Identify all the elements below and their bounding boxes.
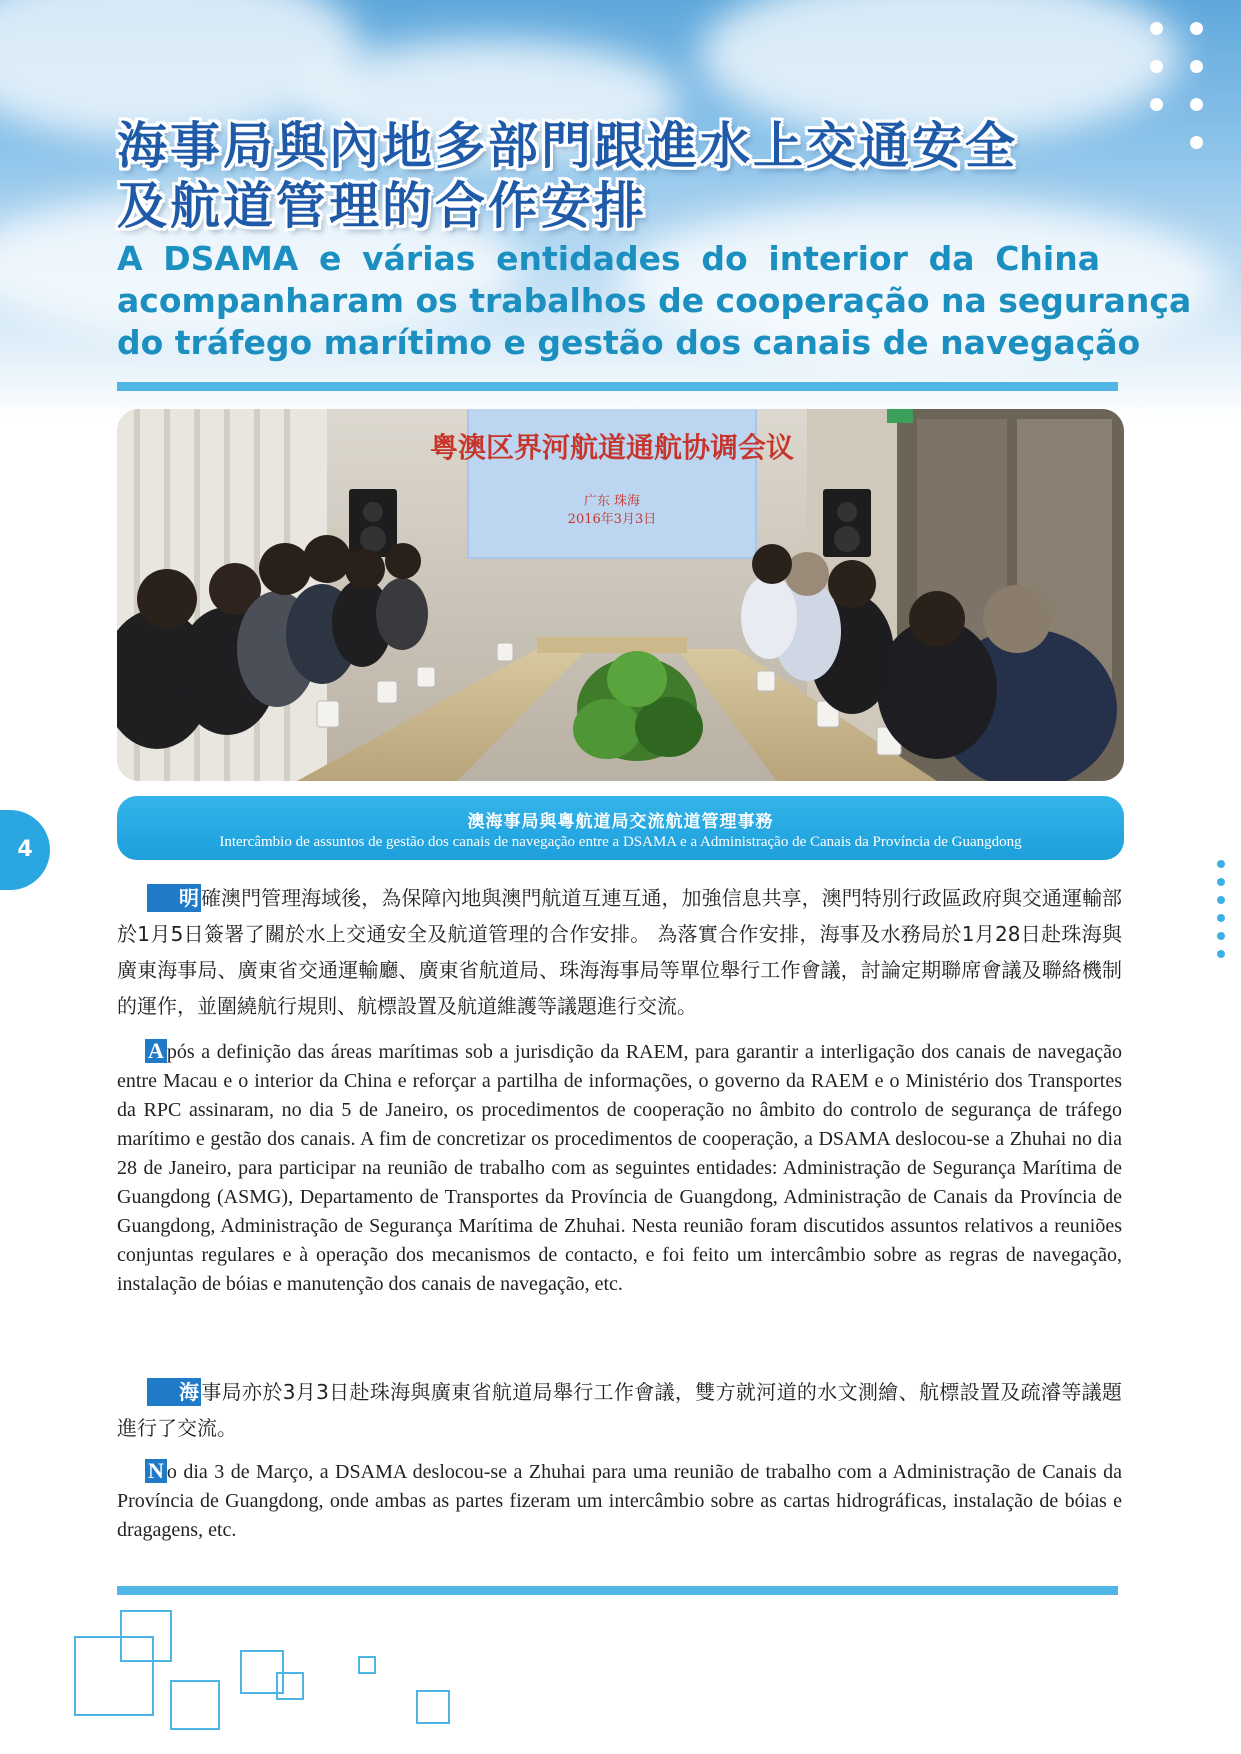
screen-subtitle-1: 广东 珠海: [583, 494, 641, 509]
dropcap-2-pt: N: [145, 1459, 167, 1483]
paragraph-2-zh-text: 事局亦於3月3日赴珠海與廣東省航道局舉行工作會議，雙方就河道的水文測繪、航標設置及疏濬等議題進行了交流。: [117, 1380, 1122, 1440]
title-divider: [117, 382, 1118, 391]
dropcap-1-zh: 明: [147, 884, 201, 912]
bottom-divider: [117, 1586, 1118, 1595]
paragraph-2-pt-text: o dia 3 de Março, a DSAMA deslocou-se a Zhuhai para uma reunião de trabalho com a Administração de Canais da Província de Guangdong, onde ambas as partes fizeram um intercâmbio sobre as cartas hidrográficas, instalação de bóias e dragagens, etc.: [117, 1461, 1122, 1541]
title-zh-line-2: 及航道管理的合作安排: [117, 177, 647, 235]
screen-title: 粤澳区界河航道通航协调会议: [429, 431, 795, 464]
dropcap-2-zh: 海: [147, 1378, 201, 1406]
screen-subtitle-2: 2016年3月3日: [567, 512, 657, 527]
paragraph-2-zh: [117, 1374, 1122, 1446]
paragraph-1-zh-text: 確澳門管理海域後，為保障內地與澳門航道互連互通，加強信息共享，澳門特別行政區政府與交通運輸部於1月5日簽署了關於水上交通安全及航道管理的合作安排。 為落實合作安排，海事及水務局於1月28日赴珠海與廣東海事局、廣東省交通運輸廳、廣東省航道局、珠海海事局等單位舉行工作會議，討論定期聯席會議及聯絡機制的運作，並圍繞航行規則、航標設置及航道維護等議題進行交流。: [117, 886, 1122, 1018]
dropcap-1-pt: A: [145, 1039, 167, 1063]
paragraph-1-pt: [117, 1038, 1122, 1299]
caption-zh: 澳海事局與粵航道局交流航道管理事務: [467, 812, 774, 832]
photo-caption: [117, 796, 1124, 860]
paragraph-1-pt-text: pós a definição das áreas marítimas sob a jurisdição da RAEM, para garantir a interligação dos canais de navegação entre Macau e o interior da China e reforçar a partilha de informações, o governo da RAEM e o Ministério dos Transportes da RPC assinaram, no dia 5 de Janeiro, os procedimentos de cooperação no âmbito do controlo de segurança de tráfego marítimo e gestão dos canais. A fim de concretizar os procedimentos de cooperação, a DSAMA deslocou-se a Zhuhai no dia 28 de Janeiro, para participar na reunião de trabalho com as seguintes entidades: Administração de Segurança Marítima de Guangdong (ASMG), Departamento de Transportes da Província de Guangdong, Administração de Canais da Província de Guangdong, Administração de Segurança Marítima de Zhuhai. Nesta reunião foram discutidos assuntos relativos a reuniões conjuntas regulares e à operação dos mecanismos de contacto, e foi feito um intercâmbio sobre as regras de navegação, instalação de bóias e manutenção dos canais de navegação, etc.: [117, 1041, 1122, 1295]
title-pt-line-3: do tráfego marítimo e gestão dos canais de navegação: [117, 323, 1141, 362]
title-zh-line-1: 海事局與內地多部門跟進水上交通安全: [117, 117, 1018, 175]
decorative-dots: [1150, 22, 1220, 162]
paragraph-1-zh: [117, 880, 1122, 1024]
page-number: 4: [0, 810, 50, 890]
meeting-photo: [117, 409, 1124, 781]
caption-pt: Intercâmbio de assuntos de gestão dos canais de navegação entre a DSAMA e a Administração de Canais da Província de Guangdong: [219, 834, 1022, 850]
title-pt-line-2: acompanharam os trabalhos de cooperação na segurança: [117, 281, 1192, 320]
paragraph-2-pt: [117, 1458, 1122, 1545]
title-pt-line-1: A DSAMA e várias entidades do interior da China: [117, 239, 1100, 278]
